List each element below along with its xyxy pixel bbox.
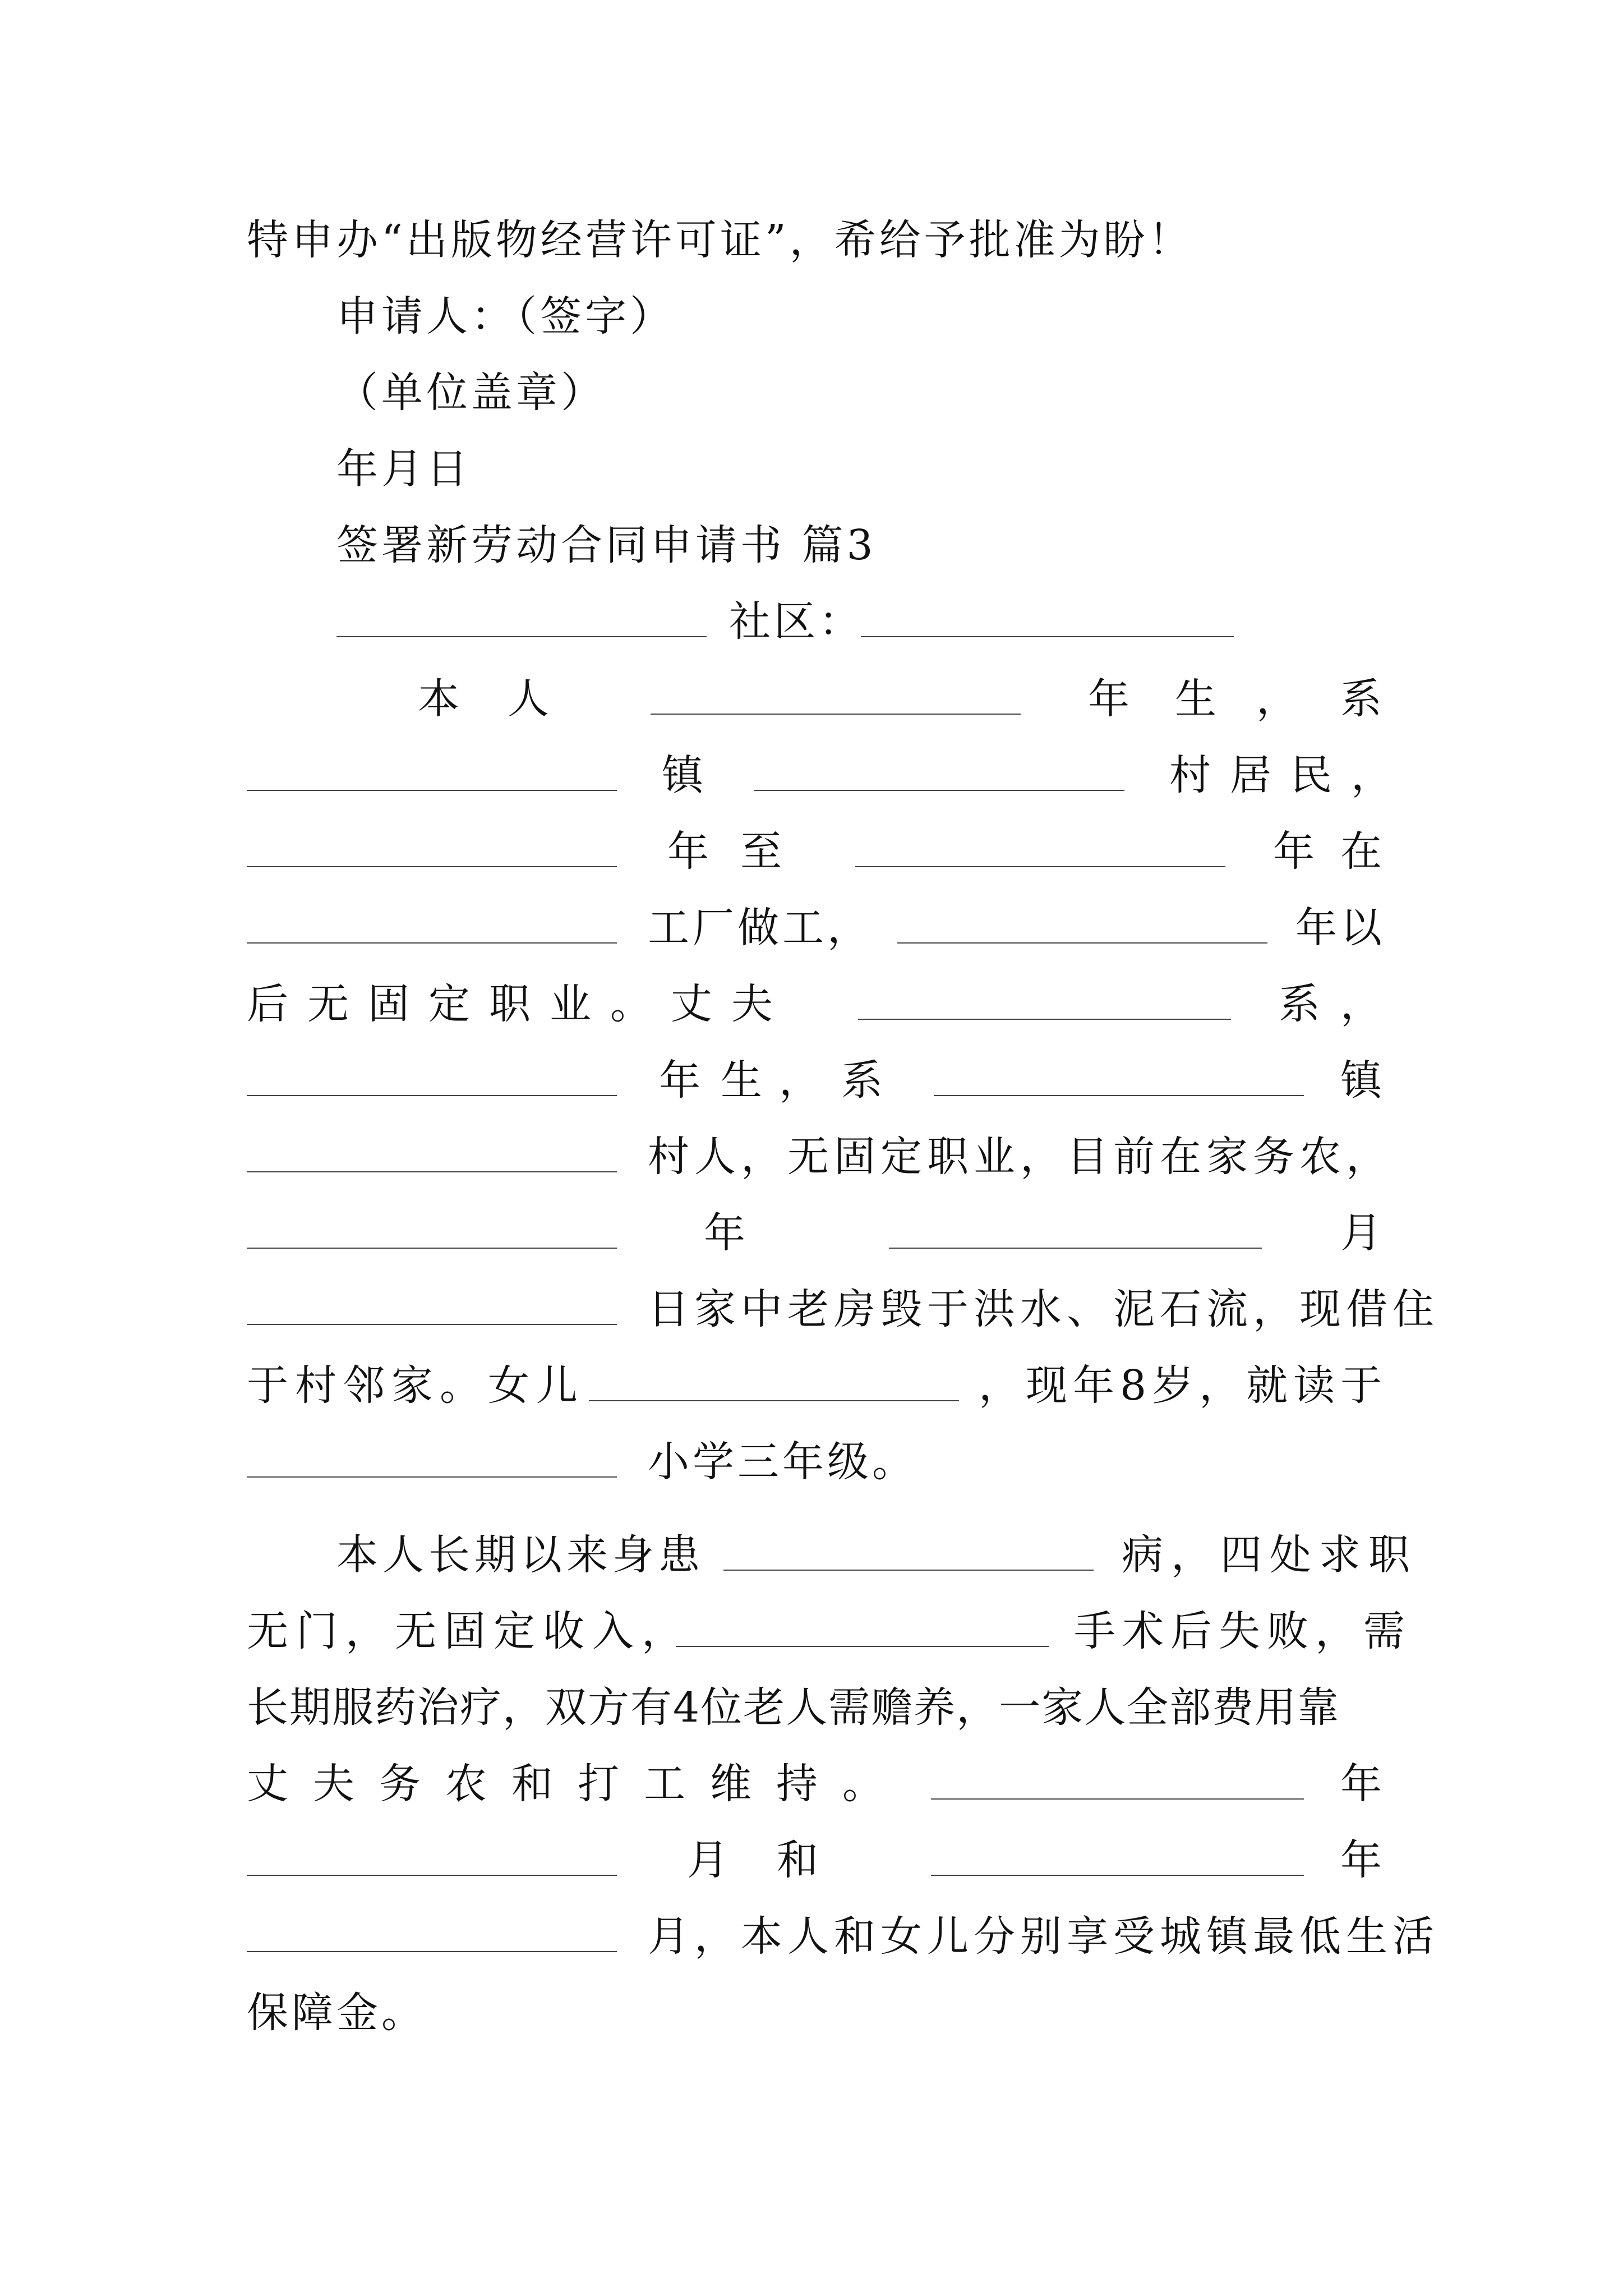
word: 工厂做工， xyxy=(648,904,872,952)
fill-blank xyxy=(336,636,707,637)
doc-line xyxy=(0,1194,1623,1272)
fill-blank xyxy=(247,1248,617,1249)
word: 本人长期以来身患 xyxy=(336,1531,704,1579)
community-label: 社区： xyxy=(729,597,864,646)
fill-blank xyxy=(723,1570,1094,1571)
word: 日家中老房毁于洪水、泥石流，现借住 xyxy=(648,1285,1439,1333)
word: 年 xyxy=(659,1056,704,1105)
doc-line xyxy=(0,1423,1623,1501)
word: 至 xyxy=(740,827,785,876)
doc-line xyxy=(0,353,1623,432)
word: 和 xyxy=(777,1836,822,1884)
doc-line xyxy=(0,1745,1623,1823)
word: 保障金。 xyxy=(247,1989,426,2037)
fill-blank xyxy=(897,942,1267,944)
word: 年 xyxy=(1340,1836,1385,1884)
word: 系 xyxy=(1340,675,1385,723)
doc-line xyxy=(0,1346,1623,1425)
fill-blank xyxy=(931,1798,1304,1800)
doc-line xyxy=(0,1973,1623,2052)
word: 月 xyxy=(1340,1209,1385,1257)
fill-blank xyxy=(589,1400,959,1401)
doc-line xyxy=(0,660,1623,738)
doc-line xyxy=(0,1592,1623,1671)
doc-line xyxy=(0,1821,1623,1899)
fill-blank xyxy=(934,1095,1304,1096)
word: 生 xyxy=(1175,675,1220,723)
fill-blank xyxy=(247,1171,617,1172)
doc-line xyxy=(0,430,1623,508)
fill-blank xyxy=(754,790,1124,791)
doc-line xyxy=(0,965,1623,1043)
fill-blank xyxy=(676,1646,1049,1647)
word: 年以 xyxy=(1295,904,1385,952)
word: 本 xyxy=(418,675,463,723)
date-line: 年月日 xyxy=(336,445,471,493)
word: 人 xyxy=(508,675,552,723)
doc-line xyxy=(0,582,1623,661)
word: 镇 xyxy=(1340,1056,1385,1105)
doc-line xyxy=(0,1897,1623,1976)
doc-line xyxy=(0,1516,1623,1594)
word: 年 xyxy=(1088,675,1133,723)
word: ，现年8岁，就读于 xyxy=(979,1361,1388,1410)
word: 在 xyxy=(1340,827,1385,876)
word: 于村邻家。女儿 xyxy=(247,1361,584,1410)
request-sentence: 特申办“出版物经营许可证”，希给予批准为盼！ xyxy=(247,216,1193,264)
word: 系 xyxy=(841,1056,886,1105)
fill-blank xyxy=(247,1095,617,1096)
doc-line xyxy=(0,1270,1623,1349)
word: 长期服药治疗，双方有4位老人需赡养，一家人全部费用靠 xyxy=(247,1683,1340,1732)
doc-line xyxy=(0,277,1623,356)
fill-blank xyxy=(247,1476,617,1478)
doc-line xyxy=(0,1117,1623,1196)
word: 后无固定职业。丈夫 xyxy=(247,980,792,1028)
doc-line xyxy=(0,506,1623,585)
doc-line xyxy=(0,1668,1623,1747)
fill-blank xyxy=(247,1324,617,1325)
section-title: 签署新劳动合同申请书 篇3 xyxy=(336,521,877,569)
word: 手术后失败，需 xyxy=(1074,1607,1412,1655)
word: 年 xyxy=(704,1209,749,1257)
applicant-signature-line: 申请人：（签字） xyxy=(336,292,675,341)
fill-blank xyxy=(861,636,1234,637)
word: 月，本人和女儿分别享受城镇最低生活 xyxy=(648,1912,1439,1961)
fill-blank xyxy=(889,1248,1262,1249)
fill-blank xyxy=(855,866,1225,867)
fill-blank xyxy=(247,942,617,944)
word: 年 xyxy=(667,827,712,876)
word: 系， xyxy=(1279,980,1402,1028)
doc-line xyxy=(0,812,1623,891)
word: 丈夫务农和打工维持。 xyxy=(247,1760,909,1808)
doc-line xyxy=(0,736,1623,815)
unit-seal-line: （单位盖章） xyxy=(336,369,606,417)
doc-line xyxy=(0,889,1623,967)
fill-blank xyxy=(247,866,617,867)
word: ， xyxy=(1256,675,1301,723)
word: 无门，无固定收入， xyxy=(247,1607,691,1655)
word: 小学三年级。 xyxy=(648,1438,917,1486)
fill-blank xyxy=(651,714,1021,715)
fill-blank xyxy=(247,790,617,791)
fill-blank xyxy=(931,1875,1304,1876)
doc-line xyxy=(0,1041,1623,1120)
word: 年 xyxy=(1273,827,1318,876)
fill-blank xyxy=(858,1019,1231,1020)
word: 村居民， xyxy=(1169,751,1412,799)
word: 月 xyxy=(687,1836,732,1884)
word: 年 xyxy=(1340,1760,1385,1808)
word: 生， xyxy=(721,1056,837,1105)
word: 村人，无固定职业，目前在家务农， xyxy=(648,1133,1393,1181)
word: 镇 xyxy=(662,751,707,799)
word: 病，四处求职 xyxy=(1122,1531,1418,1579)
fill-blank xyxy=(247,1951,617,1952)
fill-blank xyxy=(247,1875,617,1876)
doc-line xyxy=(0,201,1623,279)
